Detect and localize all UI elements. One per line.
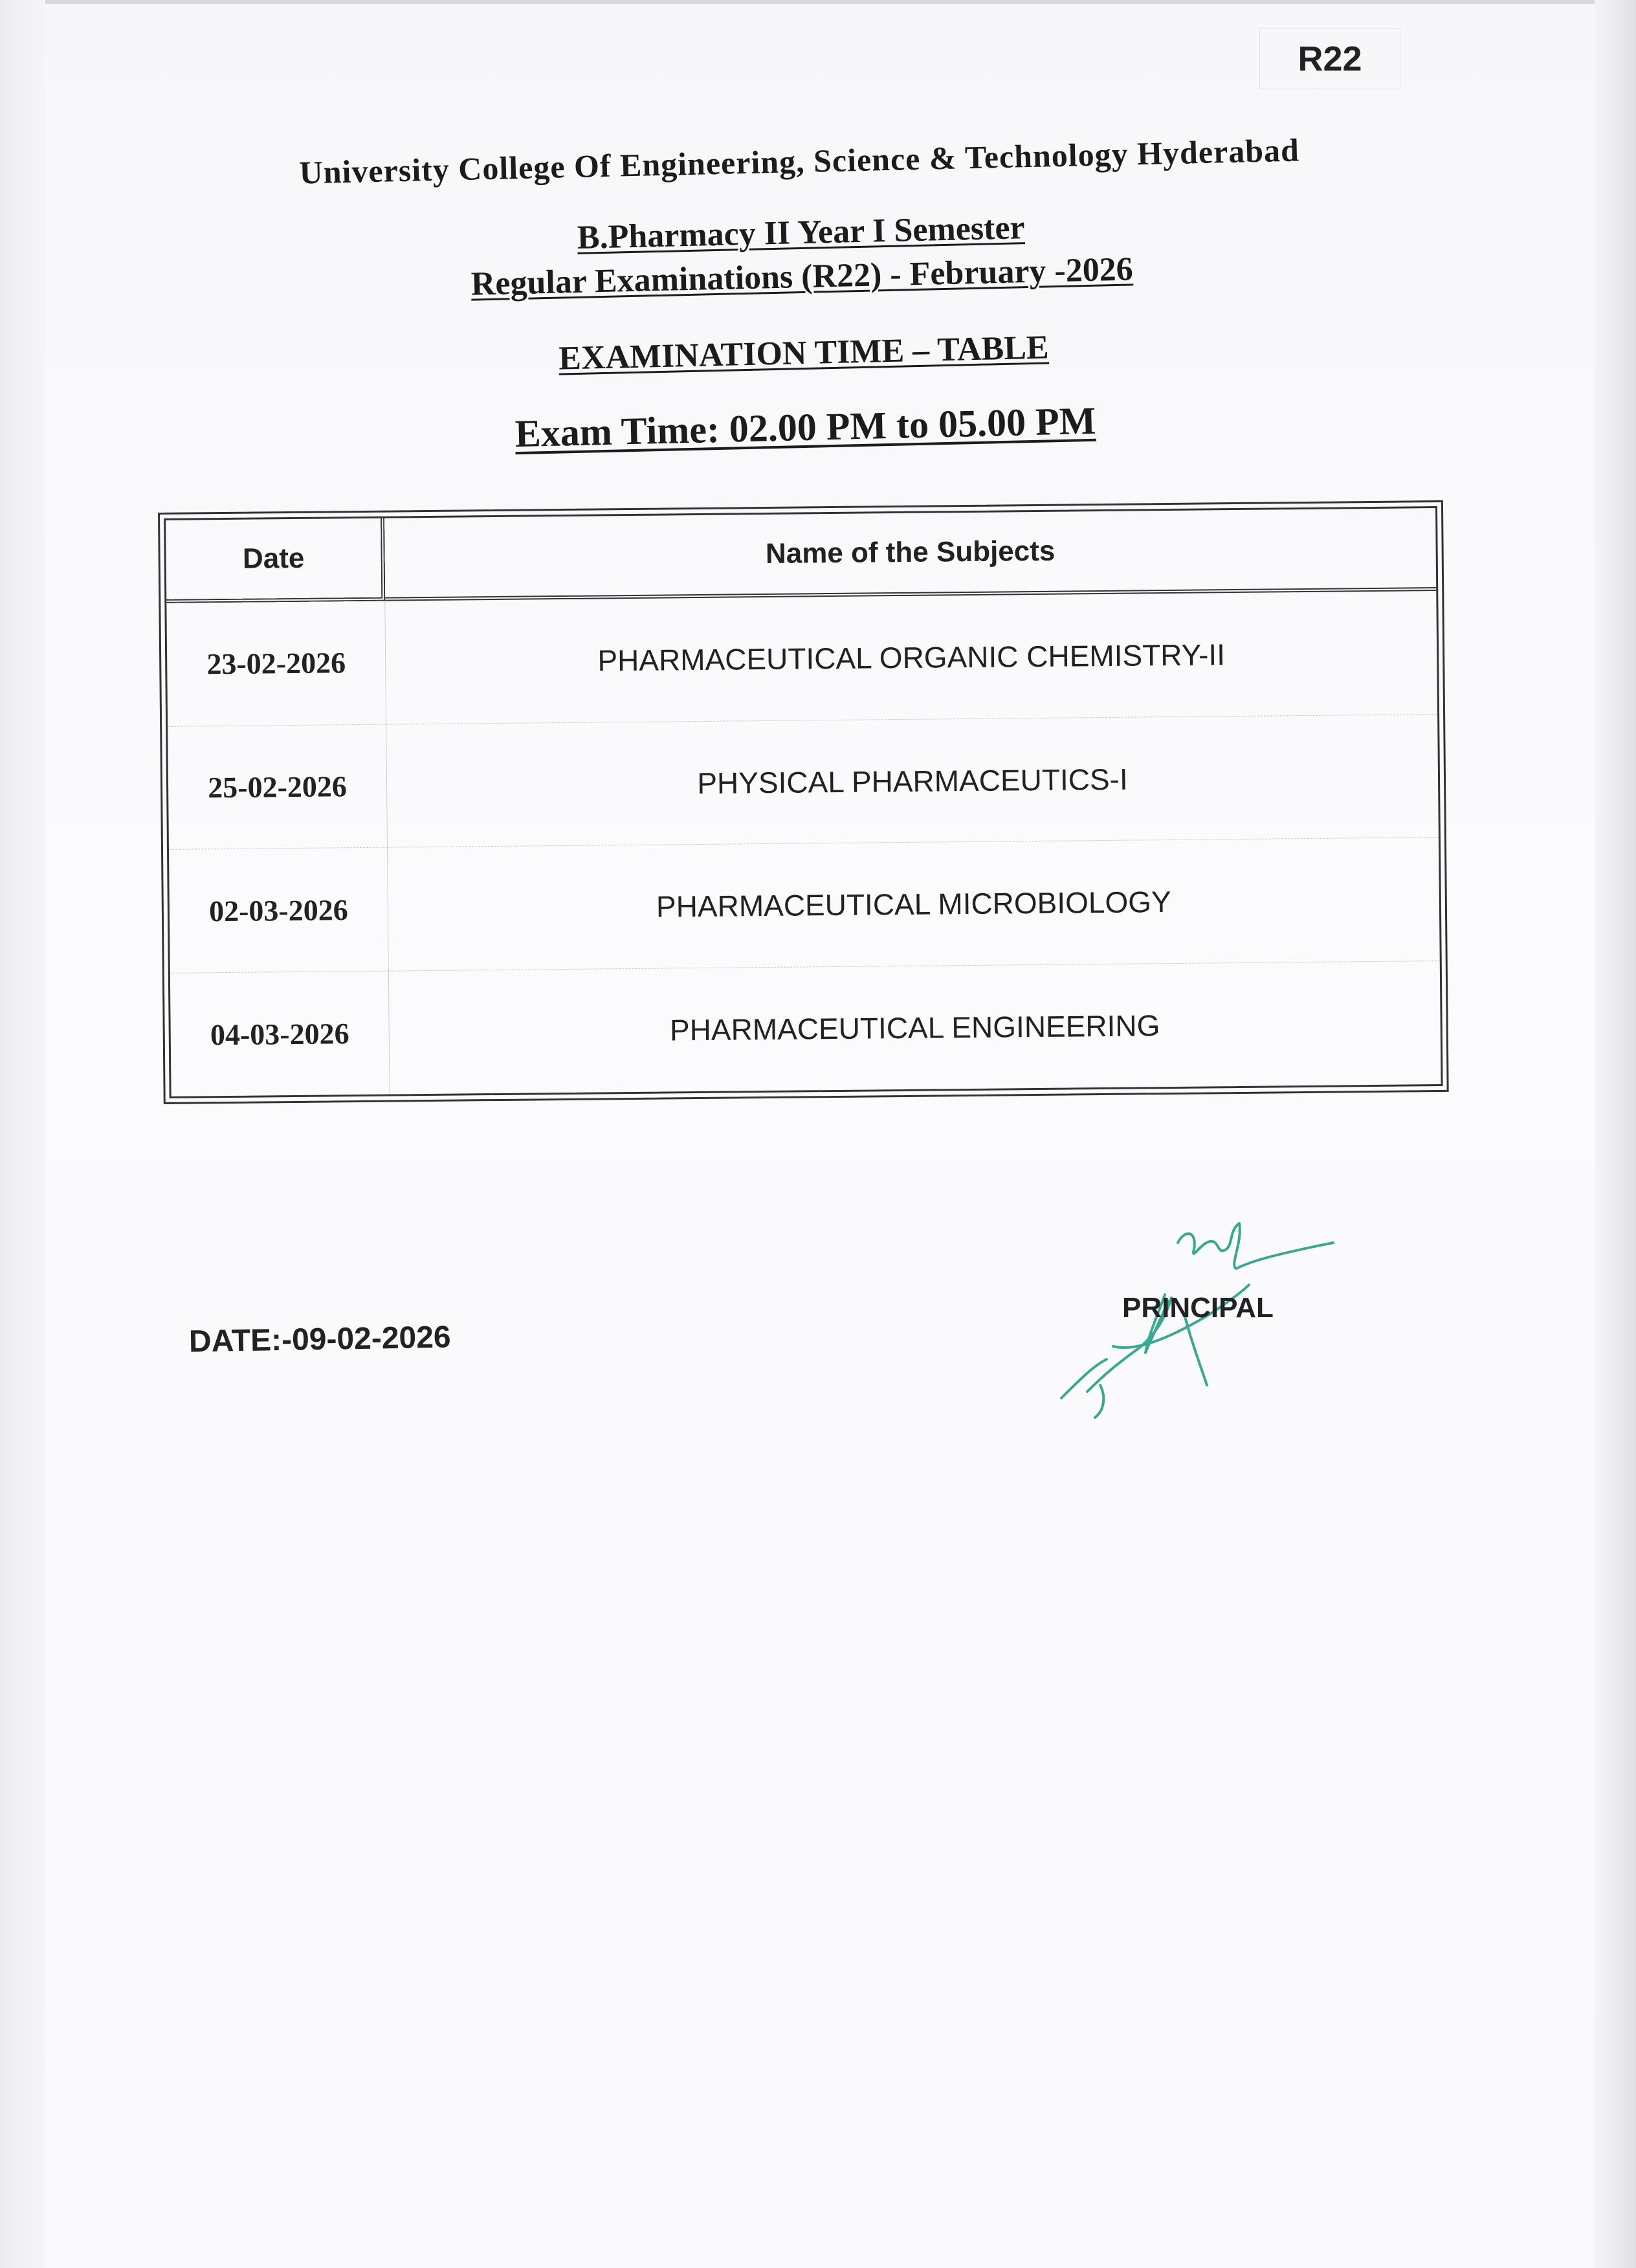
signatory-title: PRINCIPAL xyxy=(1122,1292,1274,1324)
header-date: Date xyxy=(166,518,385,603)
subject-name: PHYSICAL PHARMACEUTICS-I xyxy=(386,714,1439,847)
exam-session: Regular Examinations (R22) - February -2026 xyxy=(470,250,1134,303)
exam-time: Exam Time: 02.00 PM to 05.00 PM xyxy=(514,399,1096,456)
exam-date: 04-03-2026 xyxy=(170,971,390,1096)
exam-date: 02-03-2026 xyxy=(169,847,389,973)
program-title: B.Pharmacy II Year I Semester xyxy=(577,209,1026,256)
table-row xyxy=(169,837,1440,973)
table-header-row xyxy=(166,508,1436,603)
scan-edge-top xyxy=(0,0,1636,4)
timetable-title: EXAMINATION TIME – TABLE xyxy=(558,329,1050,377)
table-row xyxy=(166,591,1437,726)
heading-block xyxy=(152,128,1453,467)
issue-date: DATE:-09-02-2026 xyxy=(188,1320,452,1359)
exam-date: 25-02-2026 xyxy=(168,724,388,849)
subject-name: PHARMACEUTICAL ENGINEERING xyxy=(389,961,1441,1094)
timetable-frame xyxy=(158,500,1449,1104)
institute-name: University College Of Engineering, Science & Technology Hyderabad xyxy=(299,131,1300,191)
table-row xyxy=(168,714,1439,850)
scan-edge-left xyxy=(0,0,45,2268)
exam-date: 23-02-2026 xyxy=(166,601,386,726)
timetable xyxy=(164,506,1443,1098)
table-row xyxy=(170,961,1441,1096)
scan-edge-right xyxy=(1595,0,1636,2268)
subject-name: PHARMACEUTICAL MICROBIOLOGY xyxy=(388,837,1440,970)
subject-name: PHARMACEUTICAL ORGANIC CHEMISTRY-II xyxy=(597,638,1226,678)
regulation-code-box: R22 xyxy=(1259,28,1400,89)
header-subjects: Name of the Subjects xyxy=(384,508,1436,601)
